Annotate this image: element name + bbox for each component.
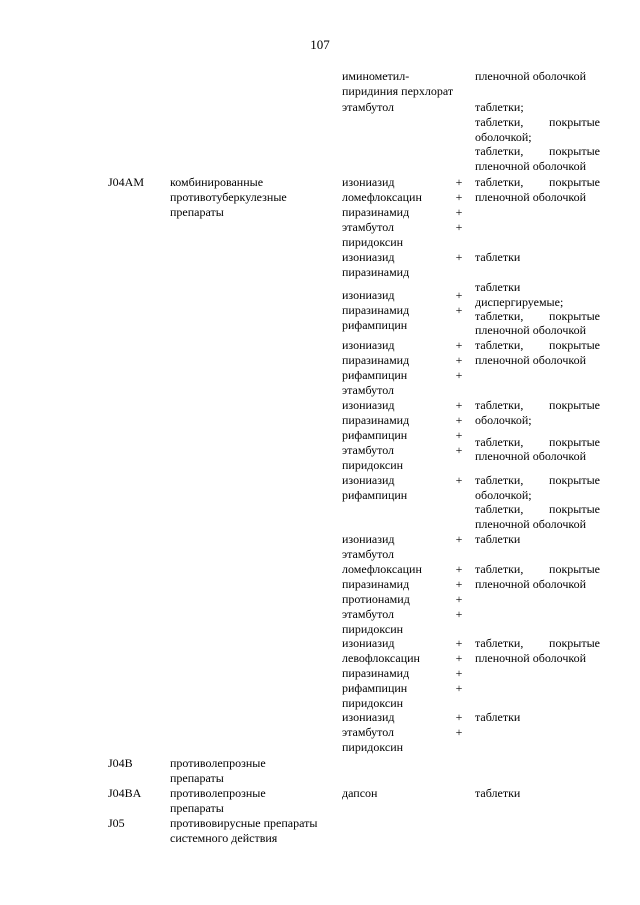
dosage-form [475,309,600,324]
drug-name: пиридоксин [342,740,404,754]
drug-name: этамбутол [342,607,395,621]
dosage-form: оболочкой; [475,488,532,502]
plus-sign: + [455,250,463,264]
dosage-form: пленочной оболочкой [475,651,587,665]
atc-code: J04B [108,756,133,770]
dosage-form-part: таблетки, [475,562,524,576]
plus-sign: + [455,651,463,665]
dosage-form [475,175,600,190]
plus-sign: + [455,710,463,724]
dosage-form: пленочной оболочкой [475,323,587,337]
drug-name: этамбутол [342,220,395,234]
dosage-form-part: покрытые [549,338,600,352]
dosage-form: таблетки [475,710,521,724]
drug-name: изониазид [342,288,395,302]
drug-name: рифампицин [342,428,408,442]
dosage-form-part: покрытые [549,473,600,487]
plus-sign: + [455,681,463,695]
drug-name: изониазид [342,338,395,352]
plus-sign: + [455,443,463,457]
drug-name: пиразинамид [342,413,410,427]
dosage-form [475,338,600,353]
drug-name: пиразинамид [342,666,410,680]
plus-sign: + [455,577,463,591]
plus-sign: + [455,368,463,382]
plus-sign: + [455,220,463,234]
dosage-form-part: покрытые [549,115,600,129]
dosage-form [475,435,600,450]
plus-sign: + [455,532,463,546]
drug-name: пиразинамид [342,577,410,591]
dosage-form-part: таблетки, [475,473,524,487]
dosage-form: таблетки [475,532,521,546]
dosage-form [475,502,600,517]
dosage-form: таблетки [475,250,521,264]
dosage-form-part: покрытые [549,309,600,323]
dosage-form: таблетки; [475,100,524,114]
dosage-form-part: покрытые [549,636,600,650]
plus-sign: + [455,190,463,204]
drug-name: пиридоксин [342,622,404,636]
drug-name: пиразинамид [342,303,410,317]
dosage-form-part: покрытые [549,562,600,576]
dosage-form: таблетки [475,786,521,800]
anatomical-therapeutic-group: противовирусные препараты [170,816,318,830]
dosage-form-part: покрытые [549,398,600,412]
drug-name: пиридоксин [342,235,404,249]
dosage-form: пленочной оболочкой [475,517,587,531]
plus-sign: + [455,353,463,367]
dosage-form: пленочной оболочкой [475,69,587,83]
drug-name: изониазид [342,250,395,264]
drug-name: этамбутол [342,100,395,114]
dosage-form-part: таблетки, [475,309,524,323]
atc-code: J04BA [108,786,142,800]
drug-name: пиразинамид [342,265,410,279]
dosage-form: оболочкой; [475,130,532,144]
drug-name: этамбутол [342,443,395,457]
dosage-form-part: покрытые [549,435,600,449]
dosage-form: оболочкой; [475,413,532,427]
drug-name: рифампицин [342,681,408,695]
drug-name: пиридоксин [342,696,404,710]
anatomical-therapeutic-group: противотуберкулезные [170,190,287,204]
drug-name: изониазид [342,710,395,724]
dosage-form-part: покрытые [549,144,600,158]
dosage-form-part: таблетки, [475,144,524,158]
plus-sign: + [455,666,463,680]
dosage-form: таблетки [475,280,521,294]
plus-sign: + [455,428,463,442]
drug-name: этамбутол [342,547,395,561]
dosage-form: пленочной оболочкой [475,190,587,204]
drug-name: иминометил- [342,69,410,83]
drug-name: изониазид [342,473,395,487]
dosage-form: пленочной оболочкой [475,353,587,367]
dosage-form-part: таблетки, [475,175,524,189]
plus-sign: + [455,413,463,427]
dosage-form-part: покрытые [549,175,600,189]
drug-name: этамбутол [342,725,395,739]
dosage-form [475,473,600,488]
drug-name: изониазид [342,636,395,650]
drug-name: пиридоксин [342,458,404,472]
plus-sign: + [455,473,463,487]
drug-name: левофлоксацин [342,651,420,665]
drug-name: протионамид [342,592,410,606]
drug-name: пиразинамид [342,353,410,367]
drug-name: пиразинамид [342,205,410,219]
dosage-form-part: таблетки, [475,435,524,449]
plus-sign: + [455,205,463,219]
atc-code: J05 [108,816,125,830]
plus-sign: + [455,592,463,606]
drug-name: рифампицин [342,488,408,502]
plus-sign: + [455,636,463,650]
plus-sign: + [455,725,463,739]
plus-sign: + [455,562,463,576]
anatomical-therapeutic-group: системного действия [170,831,278,845]
dosage-form [475,144,600,159]
dosage-form [475,562,600,577]
plus-sign: + [455,288,463,302]
plus-sign: + [455,607,463,621]
drug-name: рифампицин [342,318,408,332]
dosage-form [475,398,600,413]
dosage-form: диспергируемые; [475,295,564,309]
dosage-form-part: таблетки, [475,636,524,650]
dosage-form: пленочной оболочкой [475,159,587,173]
drug-name: дапсон [342,786,378,800]
drug-name: ломефлоксацин [342,190,422,204]
anatomical-therapeutic-group: препараты [170,771,224,785]
drug-name: изониазид [342,532,395,546]
dosage-form [475,636,600,651]
drug-name: рифампицин [342,368,408,382]
plus-sign: + [455,303,463,317]
drug-name: пиридиния перхлорат [342,84,454,98]
plus-sign: + [455,398,463,412]
anatomical-therapeutic-group: противолепрозные [170,786,266,800]
dosage-form [475,115,600,130]
drug-name: изониазид [342,175,395,189]
plus-sign: + [455,175,463,189]
dosage-form: пленочной оболочкой [475,449,587,463]
dosage-form-part: таблетки, [475,338,524,352]
dosage-form-part: таблетки, [475,115,524,129]
drug-name: этамбутол [342,383,395,397]
anatomical-therapeutic-group: противолепрозные [170,756,266,770]
dosage-form-part: покрытые [549,502,600,516]
drug-name: изониазид [342,398,395,412]
anatomical-therapeutic-group: препараты [170,801,224,815]
dosage-form: пленочной оболочкой [475,577,587,591]
anatomical-therapeutic-group: комбинированные [170,175,264,189]
drug-name: ломефлоксацин [342,562,422,576]
page-number: 107 [310,37,330,52]
plus-sign: + [455,338,463,352]
dosage-form-part: таблетки, [475,502,524,516]
atc-code: J04AM [108,175,145,189]
anatomical-therapeutic-group: препараты [170,205,224,219]
dosage-form-part: таблетки, [475,398,524,412]
